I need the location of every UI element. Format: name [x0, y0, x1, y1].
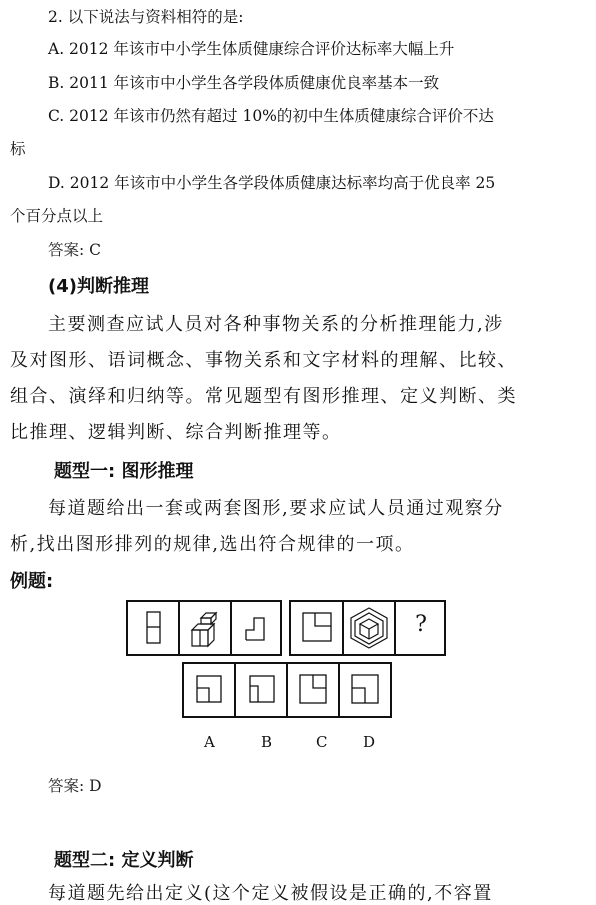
figure-set-2 [289, 600, 446, 656]
option-b: B. 2011 年该市中小学生各学段体质健康优良率基本一致 [48, 74, 440, 92]
option-d-figure [340, 664, 390, 716]
type2-heading: 题型二: 定义判断 [54, 850, 194, 871]
option-label-d: D [363, 733, 376, 751]
figure-option-b[interactable] [236, 664, 288, 716]
option-a: A. 2012 年该市中小学生体质健康综合评价达标率大幅上升 [48, 40, 455, 58]
answer-q2: 答案: C [48, 241, 102, 259]
option-d-continued: 个百分点以上 [10, 207, 104, 225]
l-shape-figure [232, 602, 282, 654]
question-mark: ? [415, 612, 427, 637]
figure-options [182, 662, 392, 718]
figure-set1-item1 [128, 602, 180, 654]
option-label-a: A [204, 733, 215, 751]
answer-example: 答案: D [48, 777, 102, 795]
type1-paragraph-line-2: 析,找出图形排列的规律,选出符合规律的一项。 [10, 534, 415, 555]
option-c: C. 2012 年该市仍然有超过 10%的初中生体质健康综合评价不达 [48, 107, 494, 125]
option-c-figure [288, 664, 338, 716]
type1-heading: 题型一: 图形推理 [54, 461, 194, 482]
rectangle-divided-figure [128, 602, 178, 654]
question-stem: 2. 以下说法与资料相符的是: [48, 8, 244, 26]
figure-option-a[interactable] [184, 664, 236, 716]
section-paragraph-line-4: 比推理、逻辑判断、综合判断推理等。 [10, 422, 342, 443]
figure-set2-item1 [291, 602, 344, 654]
option-a-figure [184, 664, 234, 716]
section-heading: (4)判断推理 [48, 276, 149, 297]
figure-option-d[interactable] [340, 664, 392, 716]
section-paragraph-line-3: 组合、演绎和归纳等。常见题型有图形推理、定义判断、类 [10, 386, 517, 407]
figure-set2-question [396, 602, 446, 654]
type2-paragraph-line-1: 每道题先给出定义(这个定义被假设是正确的,不容置 [48, 883, 493, 904]
hexagon-cube-figure [344, 602, 394, 654]
type1-paragraph-line-1: 每道题给出一套或两套图形,要求应试人员通过观察分 [48, 498, 504, 519]
section-paragraph-line-2: 及对图形、语词概念、事物关系和文字材料的理解、比较、 [10, 350, 517, 371]
figure-set1-item3 [232, 602, 282, 654]
square-with-inner-corner-figure [291, 602, 342, 654]
example-label: 例题: [10, 571, 54, 592]
option-label-b: B [261, 733, 273, 751]
3d-blocks-figure [180, 602, 230, 654]
figure-option-c[interactable] [288, 664, 340, 716]
option-d: D. 2012 年该市中小学生各学段体质健康达标率均高于优良率 25 [48, 174, 496, 192]
figure-set-1 [126, 600, 282, 656]
option-label-c: C [316, 733, 328, 751]
section-paragraph-line-1: 主要测查应试人员对各种事物关系的分析推理能力,涉 [48, 314, 504, 335]
option-b-figure [236, 664, 286, 716]
figure-set2-item2 [344, 602, 396, 654]
figure-set1-item2 [180, 602, 232, 654]
option-c-continued: 标 [10, 140, 26, 158]
